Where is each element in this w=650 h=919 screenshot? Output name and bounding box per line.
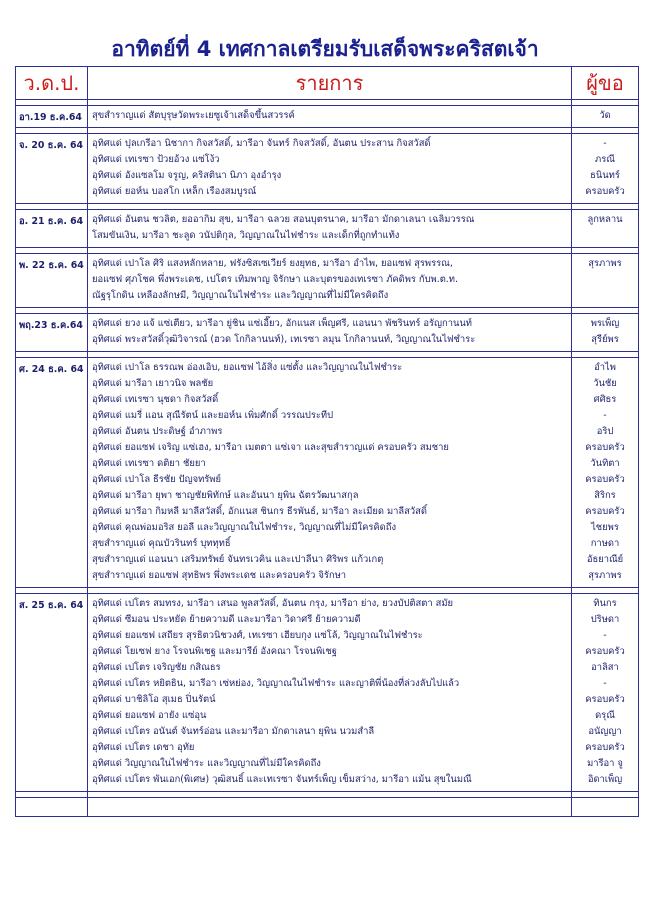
empty-cell <box>88 798 572 817</box>
requester-name: พรเพ็ญ <box>590 318 620 329</box>
intention-line: อุทิศแด่ บาชิลิโอ สุเมธ ปิ่นรัตน์ <box>92 694 216 705</box>
intention-line: อุทิศแด่ มารีอา ยุพา ชาญชัยพิทักษ์ และอันนา ยุพิน ฉัตรวัฒนาสกุล <box>92 490 359 501</box>
intention-line: อุทิศแด่ เปาโล ธรรณพ อ่องเอิบ, ยอแซฟ ไอ้สิ่ง แซ่ตั้ง และวิญญาณในไฟชำระ <box>92 362 403 373</box>
items-cell <box>88 210 572 248</box>
requester-cell <box>572 594 639 792</box>
intention-line: อุทิศแด่ อันตน ชวลิต, ยออากิม สุข, มารีอา ฉลวย สอนบุตรนาค, มารีอา มักดาเลนา เฉลิมวรรณ <box>92 214 475 225</box>
intention-line: อุทิศแด่ เปโตร เจริญชัย กสิณธร <box>92 662 221 673</box>
intention-line: สุขสำราญแด่ ยอแซฟ สุทธิพร พึ่งพระเดช และครอบครัว จิรักษา <box>92 570 347 581</box>
table-row <box>16 358 639 588</box>
header-date: ว.ด.ป. <box>16 67 88 100</box>
date-cell: ศ. 24 ธ.ค. 64 <box>16 358 88 588</box>
date-cell: อ. 21 ธ.ค. 64 <box>16 210 88 248</box>
requester-name: ปริษดา <box>590 614 620 625</box>
intention-table <box>15 66 639 817</box>
header-items: รายการ <box>88 67 572 100</box>
intention-line: อุทิศแด่ เปโตร อนันต์ จันทร์อ่อน และมารีอา มักดาเลนา ยุพิน นวมสำลี <box>92 726 375 737</box>
intention-line: อุทิศแด่ พระสวัสดิ์วุฒิวิจารณ์ (ฮวด โกกิลานนท์), เทเรซา ลมุน โกกิลานนท์, วิญญาณในไฟชำระ <box>92 334 476 345</box>
empty-cell <box>572 798 639 817</box>
intention-line: อุทิศแด่ โยเซฟ ยาง โรจนพิเชฐ และมารีย์ อังคณา โรจนพิเชฐ <box>92 646 337 657</box>
items-cell <box>88 106 572 128</box>
intention-line: อุทิศแด่ วิญญาณในไฟชำระ และวิญญาณที่ไม่มีใครคิดถึง <box>92 758 321 769</box>
intention-line: อุทิศแด่ ยอแซฟ เสถียร สุรธิตวนิชวงศ์, เทเรซา เฮียบกุง แซ่โล้, วิญญาณในไฟชำระ <box>92 630 423 641</box>
intention-line: อุทิศแด่ ซีมอน ประหยัด ย้ายความดี และมารีอา วิดาศรี ย้ายความดี <box>92 614 361 625</box>
empty-row <box>16 798 639 817</box>
header-requester: ผู้ขอ <box>572 67 639 100</box>
requester-name: ครอบครัว <box>585 474 625 485</box>
intention-line: สุขสำราญแด่ สัตบุรุษวัดพระเยซูเจ้าเสด็จขึ้นสวรรค์ <box>92 110 295 121</box>
requester-name: อิดาเพ็ญ <box>587 774 623 785</box>
requester-name: ครอบครัว <box>585 506 625 517</box>
requester-name: อนัญญา <box>588 726 622 737</box>
requester-name: ภรณี <box>595 154 615 165</box>
date-cell: อา.19 ธ.ค.64 <box>16 106 88 128</box>
requester-name: วันทิตา <box>590 458 620 469</box>
requester-cell <box>572 254 639 308</box>
intention-line: อุทิศแด่ เปาโล ธีรชัย ปัญจทรัพย์ <box>92 474 221 485</box>
intention-line: อุทิศแด่ ปุลเกรีอา นิชากา กิจสวัสดิ์, มารีอา จันทร์ กิจสวัสดิ์, อันตน ประสาน กิจสวัสดิ์ <box>92 138 431 149</box>
requester-name: - <box>603 138 607 149</box>
table-row <box>16 210 639 248</box>
items-cell <box>88 314 572 352</box>
requester-cell <box>572 314 639 352</box>
requester-name: ทินกร <box>593 598 617 609</box>
intention-line: อุทิศแด่ มารีอา กิมหลี มาลีสวัสดิ์, อักแนส ชินกร ธีรพันธ์, มารีอา ละเมียด มาลีสวัสดิ์ <box>92 506 427 517</box>
requester-cell <box>572 358 639 588</box>
intention-line: สุขสำราญแด่ แอนนา เสริมทรัพย์ จันทรเวคิน และเปาลีนา ศิริพร แก้วเกตุ <box>92 554 384 565</box>
requester-name: วันชัย <box>593 378 617 389</box>
table-row <box>16 594 639 792</box>
requester-cell <box>572 210 639 248</box>
intention-line: อุทิศแด่ เทเรซา ป้วยอ้วง แซ่โง้ว <box>92 154 220 165</box>
intention-line: อุทิศแด่ เปโตร เดชา อุทัย <box>92 742 195 753</box>
requester-name: วัด <box>599 110 611 121</box>
requester-name: ดรุณี <box>595 710 615 721</box>
items-cell <box>88 358 572 588</box>
intention-line: อุทิศแด่ มารีอา เยาวนิจ พลชัย <box>92 378 214 389</box>
requester-name: ศศิธร <box>593 394 617 405</box>
requester-name: ครอบครัว <box>585 186 625 197</box>
intention-line: อุทิศแด่ อันตน ประดิษฐ์ อำภาพร <box>92 426 223 437</box>
date-cell: จ. 20 ธ.ค. 64 <box>16 134 88 204</box>
page-title: อาทิตย์ที่ 4 เทศกาลเตรียมรับเสด็จพระคริสตเจ้า <box>111 37 539 61</box>
intention-line: อุทิศแด่ ยวง แจ้ แซ่เตียว, มารีอา ยู่ชิน แซ่เอี๊ยว, อักแนส เพ็ญศรี, แอนนา พัชรินทร์ อรัญกานนท์ <box>92 318 472 329</box>
date-cell: พ. 22 ธ.ค. 64 <box>16 254 88 308</box>
requester-name: ครอบครัว <box>585 646 625 657</box>
requester-name: อัธยาณีย์ <box>586 554 624 565</box>
table-body <box>16 100 639 817</box>
intention-line: ณัฐรุโกดิน เหลืองลักษมี, วิญญาณในไฟชำระ และวิญญาณที่ไม่มีใครคิดถึง <box>92 290 389 301</box>
requester-name: กาษดา <box>590 538 620 549</box>
empty-cell <box>16 798 88 817</box>
intention-line: สุขสำราญแด่ คุณบัวรินทร์ บุททุทธิ์ <box>92 538 231 549</box>
requester-name: - <box>603 410 607 421</box>
intention-line: อุทิศแด่ ยอห์น บอสโก เหล็ก เรืองสมบูรณ์ <box>92 186 257 197</box>
intention-line: อุทิศแด่ ยอแซฟ อายัง แซ่อุน <box>92 710 207 721</box>
requester-name: สุรภาพร <box>588 258 622 269</box>
intention-line: โสมขันเงิน, มารีอา ชะลูด วนัปติกุล, วิญญาณในไฟชำระ และเด็กที่ถูกทำแท้ง <box>92 230 400 241</box>
date-cell: ส. 25 ธ.ค. 64 <box>16 594 88 792</box>
intention-line: อุทิศแด่ เปโตร สมทรง, มารีอา เสนอ พูลสวัสดิ์, อันตน กรุง, มารีอา ย่าง, ยวงบัปติสตา สมัย <box>92 598 453 609</box>
requester-name: สิริกร <box>594 490 616 501</box>
intention-line: อุทิศแด่ อังแซลโม จรูญ, คริสตินา นิภา อุงอำรุง <box>92 170 282 181</box>
table-row <box>16 254 639 308</box>
requester-cell <box>572 106 639 128</box>
requester-name: อำไพ <box>594 362 616 373</box>
intention-line: อุทิศแด่ แมรี่ แอน สุณีรัตน์ และยอห์น เพิ่มศักดิ์ วรรณประทีป <box>92 410 334 421</box>
requester-name: มารีอา จู <box>587 758 623 769</box>
table-row <box>16 106 639 128</box>
table-row <box>16 134 639 204</box>
requester-name: ลูกหลาน <box>587 214 623 225</box>
intention-line: อุทิศแด่ เปโตร หยิตธิน, มารีอา เซ่หย่อง, วิญญาณในไฟชำระ และญาติพี่น้องที่ล่วงลับไปแล้ว <box>92 678 460 689</box>
items-cell <box>88 594 572 792</box>
requester-name: ครอบครัว <box>585 694 625 705</box>
table-header-row <box>16 67 639 100</box>
intention-line: อุทิศแด่ คุณพ่อมอริส ยอลี และวิญญาณในไฟชำระ, วิญญาณที่ไม่มีใครคิดถึง <box>92 522 397 533</box>
intention-line: อุทิศแด่ เทเรซา นุชดา กิจสวัสดิ์ <box>92 394 219 405</box>
intention-line: อุทิศแด่ เปาโล ศิริ แสงหลักหลาย, ฟรังซิสเซเวียร์ ยงยุทธ, มารีอา อำไพ, ยอแซฟ สุรพรรณ, <box>92 258 453 269</box>
date-cell: พฤ.23 ธ.ค.64 <box>16 314 88 352</box>
intention-line: ยอแซฟ ศุภโชค พึ่งพระเดช, เปโตร เทิมพาญ จิรักษา และบุตรของเทเรซา ภัคดิพร กับพ.ต.ท. <box>92 274 458 285</box>
items-cell <box>88 134 572 204</box>
items-cell <box>88 254 572 308</box>
table-row <box>16 314 639 352</box>
requester-name: อาลิสา <box>591 662 619 673</box>
intention-line: อุทิศแด่ เปโตร พันเอก(พิเศษ) วุฒิสนธิ์ และเทเรซา จันทร์เพ็ญ เข็มสว่าง, มารีอา แม้น สุขในมณี <box>92 774 472 785</box>
intention-line: อุทิศแด่ ยอแซฟ เจริญ แซ่เฮง, มารีอา เมตตา แซ่เจา และสุขสำราญแด่ ครอบครัว สมชาย <box>92 442 449 453</box>
requester-name: - <box>603 630 607 641</box>
requester-name: ไชยพร <box>591 522 619 533</box>
requester-name: - <box>603 678 607 689</box>
requester-name: อริป <box>596 426 614 437</box>
requester-name: ธนินทร์ <box>590 170 620 181</box>
requester-name: สุรภาพร <box>588 570 622 581</box>
requester-cell <box>572 134 639 204</box>
requester-name: ครอบครัว <box>585 442 625 453</box>
intention-line: อุทิศแด่ เทเรซา ดติยา ชัยยา <box>92 458 206 469</box>
requester-name: สุรีย์พร <box>591 334 619 345</box>
requester-name: ครอบครัว <box>585 742 625 753</box>
